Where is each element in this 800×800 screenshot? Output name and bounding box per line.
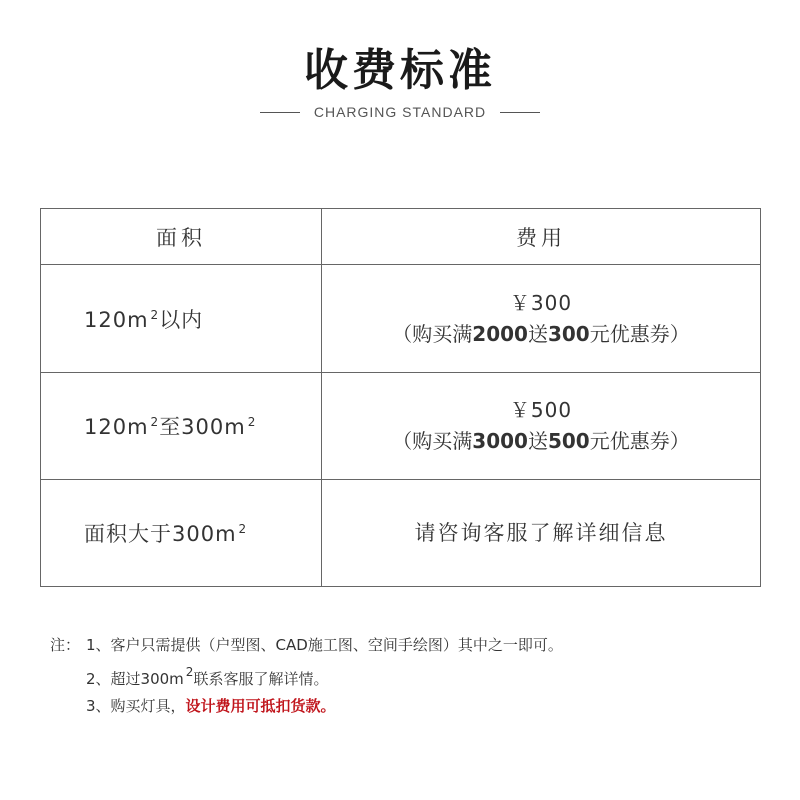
area-text: 面积大于300m: [84, 522, 237, 546]
area-suffix: 以内: [159, 307, 204, 332]
fee-cell: [322, 480, 761, 587]
note-text-plain: 3、购买灯具，: [86, 697, 186, 715]
table-row: [41, 265, 761, 373]
notes-section: [50, 632, 770, 720]
subtitle-right-divider: [500, 112, 540, 113]
price-text: ￥500: [509, 398, 573, 422]
note-superscript: 2: [185, 665, 194, 679]
note-text-before: 2、超过300m: [86, 670, 184, 688]
price-text: ￥300: [509, 290, 573, 315]
coupon-amount: 500: [547, 429, 590, 453]
fee-cell: [322, 373, 761, 480]
coupon-mid: 送: [527, 321, 548, 346]
coupon-amount: 300: [547, 321, 590, 346]
coupon-lead: 购买满: [412, 321, 473, 346]
coupon-lead: 购买满: [412, 429, 473, 453]
coupon-threshold: 2000: [472, 321, 528, 346]
note-indent: [50, 659, 86, 693]
page-title: 收费标准: [304, 45, 496, 96]
coupon-tail: 元优惠券: [589, 429, 670, 453]
coupon-text: [322, 426, 760, 457]
note-item: [50, 693, 770, 720]
header-area: 面积: [41, 209, 322, 265]
area-text: 120m: [84, 415, 149, 439]
coupon-close: ）: [669, 429, 690, 453]
area-cell: [41, 480, 322, 587]
coupon-open: （: [392, 321, 413, 346]
note-text-after: 联系客服了解详情。: [193, 670, 329, 688]
page-subtitle: CHARGING STANDARD: [313, 104, 487, 120]
coupon-tail: 元优惠券: [589, 321, 670, 346]
notes-prefix: 注：: [50, 636, 81, 654]
fee-cell: [322, 265, 761, 373]
coupon-text: [322, 319, 760, 350]
area-superscript: 2: [150, 415, 160, 429]
coupon-open: （: [392, 429, 413, 453]
table-row: [41, 373, 761, 480]
area-superscript: 2: [150, 307, 160, 322]
fee-table: [40, 208, 761, 587]
note-indent: [50, 693, 86, 720]
coupon-close: ）: [669, 321, 690, 346]
area-superscript: 2: [238, 522, 248, 536]
subtitle-bar: [0, 102, 800, 122]
note-text: 1、客户只需提供（户型图、CAD施工图、空间手绘图）其中之一即可。: [86, 636, 563, 654]
note-text: [86, 659, 328, 693]
header-fee: 费用: [322, 209, 761, 265]
note-text: [86, 693, 336, 720]
note-highlight: 设计费用可抵扣货款。: [185, 697, 336, 715]
area-cell: [41, 265, 322, 373]
area-mid: 至300m: [159, 415, 246, 439]
area-text: 120m: [84, 307, 149, 332]
table-header-row: [41, 209, 761, 265]
table-row: [41, 480, 761, 587]
coupon-mid: 送: [527, 429, 548, 453]
subtitle-left-divider: [260, 112, 300, 113]
note-item: [50, 632, 770, 659]
contact-text: 请咨询客服了解详细信息: [414, 520, 668, 545]
area-cell: [41, 373, 322, 480]
note-item: [50, 659, 770, 693]
area-superscript-2: 2: [247, 415, 257, 429]
coupon-threshold: 3000: [472, 429, 528, 453]
